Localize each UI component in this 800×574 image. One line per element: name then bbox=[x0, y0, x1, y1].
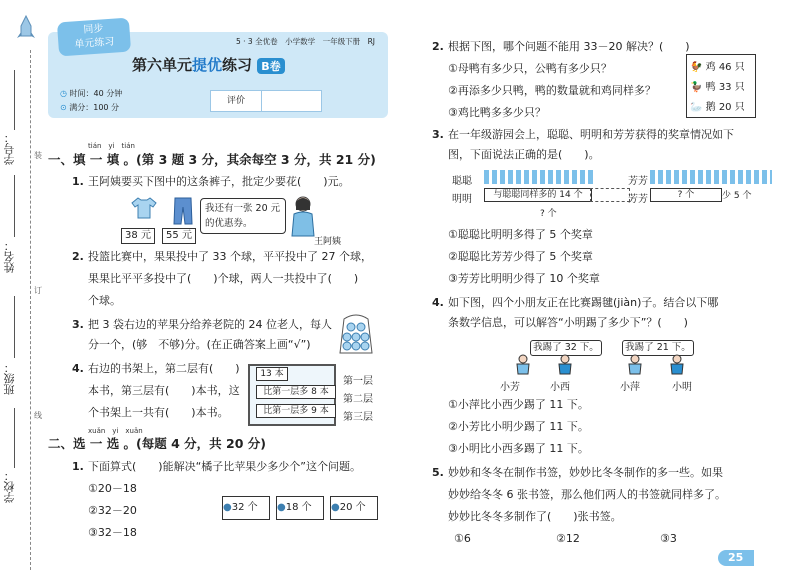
woman-name: 王阿姨 bbox=[314, 237, 342, 247]
class-label: 班级： bbox=[3, 362, 16, 395]
margin-rule bbox=[30, 50, 31, 570]
chicken-icon: 🐓 bbox=[690, 62, 703, 73]
kid-2-name: 小西 bbox=[550, 382, 570, 393]
q1-3-number: 3. bbox=[72, 318, 84, 331]
student-no-line bbox=[14, 70, 15, 130]
apple-icon: ● bbox=[223, 502, 232, 513]
q2-5-option3[interactable]: ③3 bbox=[660, 532, 677, 545]
goose-row: 🦢 鹅 20 只 bbox=[690, 102, 745, 113]
speech-line1: 我还有一张 20 元 bbox=[205, 203, 281, 214]
kid-speech-1: 我踢了 32 下。 bbox=[530, 340, 602, 356]
evaluation-label: 评价 bbox=[211, 91, 262, 111]
speech-bubble bbox=[200, 198, 286, 234]
q2-4-option2[interactable]: ②小芳比小明少踢了 11 下。 bbox=[448, 420, 589, 433]
page-title bbox=[132, 54, 285, 75]
pants-icon bbox=[172, 197, 194, 225]
fruit-box-2 bbox=[276, 496, 324, 520]
class-line bbox=[14, 296, 15, 358]
mingming-label: 明明 bbox=[452, 194, 472, 205]
q2-2-option2[interactable]: ②再添多少只鸭，鸭的数量就和鸡同样多？ bbox=[448, 84, 656, 97]
fruit-box-3 bbox=[330, 496, 378, 520]
fangfang-label: 芳芳 bbox=[628, 176, 648, 187]
fruit-box-2-count: 18 个 bbox=[285, 502, 312, 513]
fangfang-medals bbox=[650, 170, 772, 184]
kid-4-name: 小明 bbox=[672, 382, 692, 393]
chicken-row: 🐓 鸡 46 只 bbox=[690, 62, 745, 73]
q2-3-line2: 图，下面说法正确的是( )。 bbox=[448, 148, 600, 161]
duck-row: 🦆 鸭 33 只 bbox=[690, 82, 745, 93]
q1-2-number: 2. bbox=[72, 250, 84, 263]
apple-bag-icon bbox=[338, 313, 374, 355]
rocket-icon bbox=[16, 14, 36, 44]
mingming-bar: 与聪聪同样多的 14 个 bbox=[484, 188, 592, 202]
shirt-price: 38 元 bbox=[121, 228, 155, 244]
sec1-title: 一、填 一 填 。(第 3 题 3 分，其余每空 3 分，共 21 分) bbox=[48, 152, 376, 167]
q2-2-option3[interactable]: ③鸡比鸭多多少只？ bbox=[448, 106, 546, 119]
fruit-box-3-count: 20 个 bbox=[339, 502, 366, 513]
title-highlight: 提优 bbox=[192, 56, 223, 74]
time-info: ◷ 时间：40 分钟 bbox=[60, 89, 123, 98]
shelf-row1: 13 本 bbox=[256, 367, 288, 381]
fruit-box-1 bbox=[222, 496, 270, 520]
cut-mark-3: 线 bbox=[34, 411, 42, 420]
q1-4-line1: 右边的书架上，第二层有( ) bbox=[88, 362, 240, 375]
q1-3-line1: 把 3 袋右边的苹果分给养老院的 24 位老人，每人 bbox=[88, 318, 332, 331]
sec2-pinyin: xuǎn yi xuǎn bbox=[88, 427, 143, 435]
q2-5-number: 5. bbox=[432, 466, 444, 479]
kid-1-name: 小芳 bbox=[500, 382, 520, 393]
title-badge: B卷 bbox=[257, 58, 284, 74]
q2-4-option1[interactable]: ①小萍比小西少踢了 11 下。 bbox=[448, 398, 589, 411]
woman-icon bbox=[290, 196, 316, 236]
q2-2-number: 2. bbox=[432, 40, 444, 53]
school-label: 学校： bbox=[3, 470, 16, 503]
pear-icon: ● bbox=[277, 502, 286, 513]
school-line bbox=[14, 408, 15, 468]
q1-3-line2: 分一个，(够 不够)分。(在正确答案上画“√”) bbox=[88, 338, 311, 351]
orange-icon: ● bbox=[331, 502, 340, 513]
q2-5-line1: 妙妙和冬冬在制作书签，妙妙比冬冬制作的多一些。如果 bbox=[448, 466, 723, 479]
q1-1-number: 1. bbox=[72, 175, 84, 188]
q2-5-line3: 妙妙比冬冬多制作了( )张书签。 bbox=[448, 510, 622, 523]
clock-icon: ◷ bbox=[60, 89, 67, 98]
title-suffix: 练习 bbox=[222, 56, 253, 74]
q2-3-option1[interactable]: ①聪聪比明明多得了 5 个奖章 bbox=[448, 228, 593, 241]
q2-2-text: 根据下图，哪个问题不能用 33－20 解决？( ) bbox=[448, 40, 690, 53]
duck-icon: 🦆 bbox=[690, 82, 703, 93]
mingming-extra bbox=[590, 188, 630, 202]
kid-3-icon bbox=[626, 354, 644, 378]
q2-1-text: 下面算式( )能解决“橘子比苹果少多少个”这个问题。 bbox=[88, 460, 361, 473]
sec2-title: 二、选 一 选 。(每题 4 分，共 20 分) bbox=[48, 436, 266, 451]
title-prefix: 第六单元 bbox=[132, 56, 193, 74]
q2-5-option1[interactable]: ①6 bbox=[454, 532, 471, 545]
goose-icon: 🦢 bbox=[690, 102, 703, 113]
fruit-box-1-count: 32 个 bbox=[231, 502, 258, 513]
q2-1-option1[interactable]: ①20－18 bbox=[88, 482, 137, 495]
page-number: 25 bbox=[728, 551, 744, 564]
q1-4-number: 4. bbox=[72, 362, 84, 375]
kid-2-icon bbox=[556, 354, 574, 378]
q2-3-option3[interactable]: ③芳芳比明明少得了 10 个奖章 bbox=[448, 272, 600, 285]
q2-4-line2: 条数学信息，可以解答“小明踢了多少下”？( ) bbox=[448, 316, 688, 329]
layer-2-label: 第二层 bbox=[343, 394, 373, 405]
layer-3-label: 第三层 bbox=[343, 412, 373, 423]
score-info: ⊙ 满分：100 分 bbox=[60, 103, 120, 112]
unit-tag bbox=[57, 18, 131, 57]
q2-3-option2[interactable]: ②聪聪比芳芳少得了 5 个奖章 bbox=[448, 250, 593, 263]
sec1-pinyin: tián yi tián bbox=[88, 142, 135, 150]
q2-5-line2: 妙妙给冬冬 6 张书签，那么他们两人的书签就同样多了。 bbox=[448, 488, 726, 501]
kid-speech-2: 我踢了 21 下。 bbox=[622, 340, 694, 356]
q2-3-line1: 在一年级游园会上，聪聪、明明和芳芳获得的奖章情况如下 bbox=[448, 128, 734, 141]
name-line bbox=[14, 175, 15, 237]
congcong-label: 聪聪 bbox=[452, 176, 472, 187]
q1-4-line2: 本书，第三层有( )本书，这 bbox=[88, 384, 240, 397]
fangfang-bar: ? 个 bbox=[650, 188, 722, 202]
speech-line2: 的优惠券。 bbox=[205, 218, 253, 229]
mingming-total: ? 个 bbox=[540, 209, 557, 219]
layer-1-label: 第一层 bbox=[343, 376, 373, 387]
pants-price: 55 元 bbox=[162, 228, 196, 244]
student-no-label: 学号： bbox=[3, 132, 16, 165]
check-circle-icon: ⊙ bbox=[60, 103, 67, 112]
evaluation-box bbox=[210, 90, 322, 112]
cut-mark-1: 装 bbox=[34, 151, 42, 160]
fangfang-label-2: 芳芳 bbox=[628, 194, 648, 205]
q2-1-option3[interactable]: ③32－18 bbox=[88, 526, 137, 539]
q1-2-line3: 个球。 bbox=[88, 294, 121, 307]
q1-2-line2: 果果比平平多投中了( )个球，两人一共投中了( ) bbox=[88, 272, 359, 285]
q1-4-line3: 个书架上一共有( )本书。 bbox=[88, 406, 229, 419]
shelf-row2: 比第一层多 8 本 bbox=[256, 385, 336, 399]
name-label: 姓名： bbox=[3, 240, 16, 273]
kid-1-icon bbox=[514, 354, 532, 378]
cut-mark-2: 订 bbox=[34, 286, 42, 295]
q2-5-option2[interactable]: ②12 bbox=[556, 532, 580, 545]
q2-4-number: 4. bbox=[432, 296, 444, 309]
series-label: 5 · 3 全优卷 小学数学 一年级下册 RJ bbox=[236, 37, 376, 46]
fangfang-less: 少 5 个 bbox=[722, 191, 752, 201]
kid-3-name: 小萍 bbox=[620, 382, 640, 393]
q2-2-option1[interactable]: ①母鸭有多少只，公鸭有多少只？ bbox=[448, 62, 612, 75]
q2-1-option2[interactable]: ②32－20 bbox=[88, 504, 137, 517]
unit-tag-line2: 单元练习 bbox=[74, 36, 115, 51]
congcong-medals bbox=[484, 170, 596, 184]
q2-3-number: 3. bbox=[432, 128, 444, 141]
shirt-icon bbox=[130, 197, 158, 219]
unit-tag-line1: 同步 bbox=[83, 23, 104, 36]
q1-1-text: 王阿姨要买下图中的这条裤子，批定少要花( )元。 bbox=[88, 175, 350, 188]
q2-1-number: 1. bbox=[72, 460, 84, 473]
shelf-row3: 比第一层多 9 本 bbox=[256, 404, 336, 418]
q1-2-line1: 投篮比赛中，果果投中了 33 个球，平平投中了 27 个球， bbox=[88, 250, 372, 263]
q2-4-option3[interactable]: ③小明比小西多踢了 11 下。 bbox=[448, 442, 589, 455]
kid-4-icon bbox=[668, 354, 686, 378]
q2-4-line1: 如下图，四个小朋友正在比赛踢毽(jiàn)子。结合以下哪 bbox=[448, 296, 719, 309]
